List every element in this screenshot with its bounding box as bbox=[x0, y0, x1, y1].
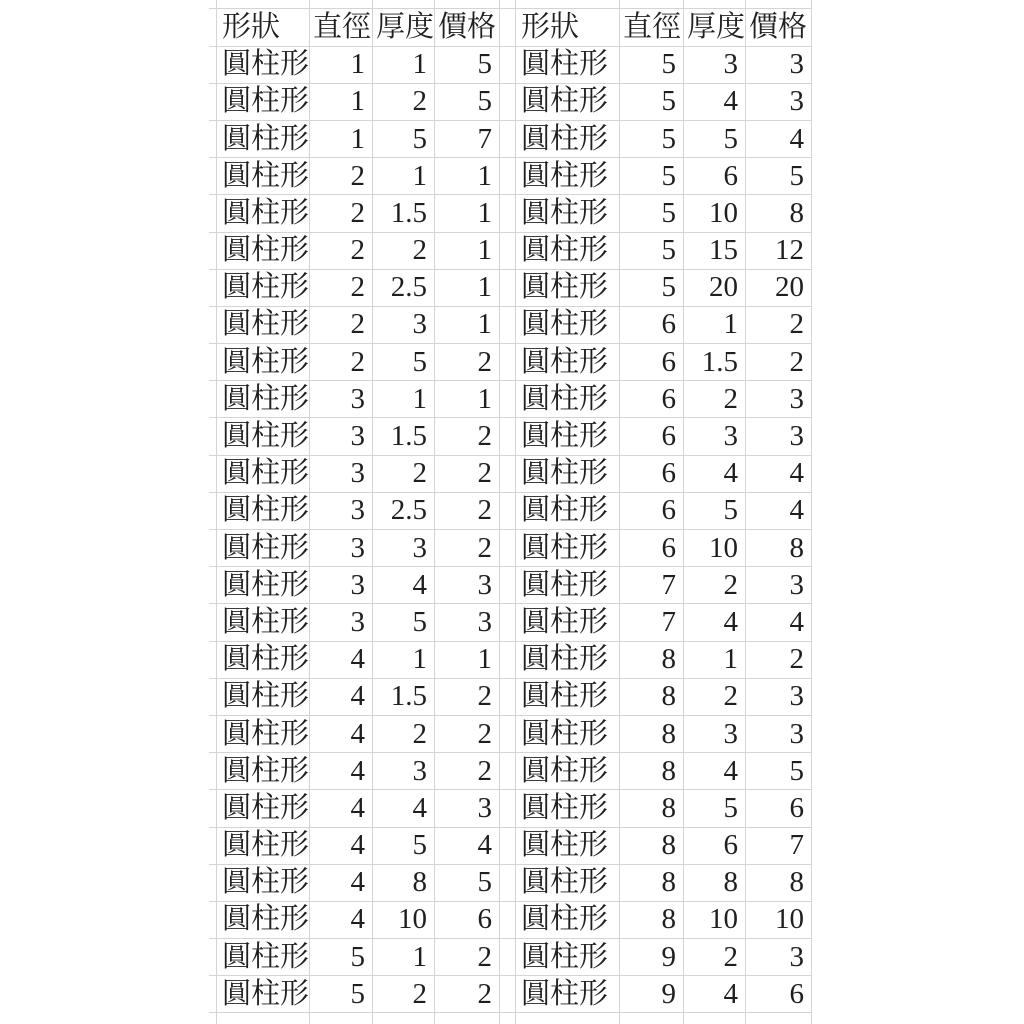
gridline-stub bbox=[209, 865, 217, 902]
cell-shape[interactable]: 圓柱形 bbox=[516, 233, 620, 270]
cell-shape[interactable]: 圓柱形 bbox=[516, 753, 620, 790]
cell-shape[interactable]: 圓柱形 bbox=[516, 158, 620, 195]
gridline-stub bbox=[209, 418, 217, 455]
spacer-cell bbox=[500, 344, 516, 381]
gridline-stub bbox=[209, 828, 217, 865]
cell-price[interactable]: 2 bbox=[435, 976, 500, 1013]
cell-price[interactable]: 2 bbox=[435, 493, 500, 530]
partial-row-cell bbox=[435, 0, 500, 9]
partial-row-cell bbox=[217, 0, 310, 9]
cell-shape[interactable]: 圓柱形 bbox=[217, 195, 310, 232]
cell-shape[interactable]: 圓柱形 bbox=[217, 47, 310, 84]
cell-diameter[interactable]: 1 bbox=[310, 121, 373, 158]
cell-diameter[interactable]: 6 bbox=[620, 493, 684, 530]
cell-price[interactable]: 1 bbox=[435, 642, 500, 679]
cell-diameter[interactable]: 9 bbox=[620, 976, 684, 1013]
cell-diameter[interactable]: 4 bbox=[310, 790, 373, 827]
cell-shape[interactable]: 圓柱形 bbox=[516, 270, 620, 307]
cell-shape[interactable]: 圓柱形 bbox=[217, 456, 310, 493]
cell-thickness[interactable]: 3 bbox=[684, 418, 746, 455]
cell-diameter[interactable]: 8 bbox=[620, 902, 684, 939]
header-cell-diameter[interactable]: 直徑 bbox=[310, 9, 373, 46]
gridline-stub bbox=[209, 493, 217, 530]
gridline-stub bbox=[209, 753, 217, 790]
cell-thickness[interactable]: 4 bbox=[373, 567, 435, 604]
gridline-stub bbox=[209, 790, 217, 827]
cell-price[interactable]: 10 bbox=[746, 902, 812, 939]
cell-price[interactable]: 2 bbox=[435, 753, 500, 790]
gridline-stub bbox=[209, 195, 217, 232]
cell-thickness[interactable]: 2 bbox=[684, 567, 746, 604]
cell-price[interactable]: 3 bbox=[746, 47, 812, 84]
cell-diameter[interactable]: 8 bbox=[620, 828, 684, 865]
cell-price[interactable]: 2 bbox=[435, 418, 500, 455]
cell-thickness[interactable]: 10 bbox=[684, 195, 746, 232]
cell-shape[interactable]: 圓柱形 bbox=[516, 865, 620, 902]
gridline-stub bbox=[209, 307, 217, 344]
cell-shape[interactable]: 圓柱形 bbox=[217, 307, 310, 344]
cell-thickness[interactable]: 4 bbox=[684, 456, 746, 493]
spacer-cell bbox=[500, 307, 516, 344]
spacer-cell bbox=[500, 642, 516, 679]
cell-price[interactable]: 2 bbox=[435, 344, 500, 381]
cell-shape[interactable]: 圓柱形 bbox=[516, 642, 620, 679]
cell-thickness[interactable]: 2 bbox=[373, 84, 435, 121]
cell-diameter[interactable]: 2 bbox=[310, 195, 373, 232]
cell-shape[interactable]: 圓柱形 bbox=[516, 790, 620, 827]
gridline-stub bbox=[209, 9, 217, 46]
cell-shape[interactable]: 圓柱形 bbox=[516, 902, 620, 939]
gridline-stub bbox=[209, 976, 217, 1013]
cell-price[interactable]: 5 bbox=[746, 753, 812, 790]
cell-thickness[interactable]: 3 bbox=[373, 530, 435, 567]
gridline-stub bbox=[209, 604, 217, 641]
cell-price[interactable]: 5 bbox=[746, 158, 812, 195]
cell-price[interactable]: 12 bbox=[746, 233, 812, 270]
spacer-cell bbox=[500, 679, 516, 716]
cell-thickness[interactable]: 8 bbox=[684, 865, 746, 902]
cell-shape[interactable]: 圓柱形 bbox=[217, 381, 310, 418]
cell-shape[interactable]: 圓柱形 bbox=[217, 121, 310, 158]
header-cell-diameter[interactable]: 直徑 bbox=[620, 9, 684, 46]
cell-diameter[interactable]: 4 bbox=[310, 753, 373, 790]
cell-thickness[interactable]: 1.5 bbox=[373, 418, 435, 455]
spacer-cell bbox=[500, 47, 516, 84]
cell-diameter[interactable]: 8 bbox=[620, 679, 684, 716]
cell-shape[interactable]: 圓柱形 bbox=[217, 604, 310, 641]
gridline-stub bbox=[209, 233, 217, 270]
cell-thickness[interactable]: 3 bbox=[373, 307, 435, 344]
cell-diameter[interactable]: 4 bbox=[310, 716, 373, 753]
cell-diameter[interactable]: 5 bbox=[620, 121, 684, 158]
cell-diameter[interactable]: 3 bbox=[310, 381, 373, 418]
cell-shape[interactable]: 圓柱形 bbox=[217, 233, 310, 270]
spacer-cell bbox=[500, 456, 516, 493]
gridline-stub bbox=[209, 1013, 217, 1024]
partial-row-cell bbox=[500, 0, 516, 9]
cell-shape[interactable]: 圓柱形 bbox=[516, 976, 620, 1013]
header-cell-thickness[interactable]: 厚度 bbox=[684, 9, 746, 46]
gridline-stub bbox=[209, 567, 217, 604]
cell-diameter[interactable]: 8 bbox=[620, 865, 684, 902]
gridline-stub bbox=[209, 456, 217, 493]
cell-thickness[interactable]: 2.5 bbox=[373, 493, 435, 530]
cell-price[interactable]: 2 bbox=[435, 679, 500, 716]
cell-price[interactable]: 1 bbox=[435, 158, 500, 195]
spacer-cell bbox=[500, 828, 516, 865]
cell-thickness[interactable]: 10 bbox=[684, 530, 746, 567]
cell-thickness[interactable]: 20 bbox=[684, 270, 746, 307]
cell-diameter[interactable]: 2 bbox=[310, 344, 373, 381]
cell-thickness[interactable]: 2.5 bbox=[373, 270, 435, 307]
cell-price[interactable]: 2 bbox=[435, 716, 500, 753]
cell-shape[interactable]: 圓柱形 bbox=[217, 418, 310, 455]
cell-diameter[interactable]: 8 bbox=[620, 790, 684, 827]
cell-diameter[interactable]: 1 bbox=[310, 84, 373, 121]
header-cell-thickness[interactable]: 厚度 bbox=[373, 9, 435, 46]
partial-row-cell bbox=[620, 0, 684, 9]
cell-shape[interactable]: 圓柱形 bbox=[217, 84, 310, 121]
cell-price[interactable]: 8 bbox=[746, 530, 812, 567]
cell-shape[interactable]: 圓柱形 bbox=[217, 344, 310, 381]
spacer-cell bbox=[500, 604, 516, 641]
partial-row-cell bbox=[684, 1013, 746, 1024]
cell-price[interactable]: 1 bbox=[435, 233, 500, 270]
cell-price[interactable]: 3 bbox=[746, 679, 812, 716]
cell-shape[interactable]: 圓柱形 bbox=[516, 530, 620, 567]
cell-thickness[interactable]: 2 bbox=[684, 939, 746, 976]
cell-diameter[interactable]: 6 bbox=[620, 456, 684, 493]
cell-price[interactable]: 3 bbox=[435, 567, 500, 604]
cell-price[interactable]: 6 bbox=[746, 790, 812, 827]
spacer-cell bbox=[500, 716, 516, 753]
spacer-cell bbox=[500, 233, 516, 270]
cell-diameter[interactable]: 3 bbox=[310, 567, 373, 604]
cell-price[interactable]: 8 bbox=[746, 195, 812, 232]
cell-thickness[interactable]: 2 bbox=[684, 381, 746, 418]
cell-thickness[interactable]: 4 bbox=[684, 84, 746, 121]
spacer-cell bbox=[500, 865, 516, 902]
cell-diameter[interactable]: 3 bbox=[310, 493, 373, 530]
cell-thickness[interactable]: 3 bbox=[684, 47, 746, 84]
partial-row-cell bbox=[500, 1013, 516, 1024]
partial-row-cell bbox=[373, 0, 435, 9]
gridline-stub bbox=[209, 642, 217, 679]
cell-shape[interactable]: 圓柱形 bbox=[217, 976, 310, 1013]
spacer-cell bbox=[500, 790, 516, 827]
cell-shape[interactable]: 圓柱形 bbox=[217, 567, 310, 604]
cell-diameter[interactable]: 2 bbox=[310, 307, 373, 344]
spacer-cell bbox=[500, 902, 516, 939]
gridline-stub bbox=[209, 270, 217, 307]
cell-price[interactable]: 3 bbox=[435, 604, 500, 641]
spacer-cell bbox=[500, 530, 516, 567]
gridline-stub bbox=[209, 530, 217, 567]
spacer-cell bbox=[500, 195, 516, 232]
cell-price[interactable]: 2 bbox=[435, 456, 500, 493]
partial-row-cell bbox=[620, 1013, 684, 1024]
cell-price[interactable]: 3 bbox=[746, 84, 812, 121]
cell-shape[interactable]: 圓柱形 bbox=[516, 121, 620, 158]
cell-thickness[interactable]: 2 bbox=[373, 976, 435, 1013]
header-cell-price[interactable]: 價格 bbox=[746, 9, 812, 46]
cell-price[interactable]: 2 bbox=[746, 642, 812, 679]
cell-diameter[interactable]: 6 bbox=[620, 307, 684, 344]
cell-price[interactable]: 6 bbox=[746, 976, 812, 1013]
cell-thickness[interactable]: 1 bbox=[373, 158, 435, 195]
cell-price[interactable]: 5 bbox=[435, 84, 500, 121]
cell-thickness[interactable]: 1.5 bbox=[373, 679, 435, 716]
gridline-stub bbox=[209, 902, 217, 939]
cell-thickness[interactable]: 10 bbox=[373, 902, 435, 939]
gridline-stub bbox=[209, 679, 217, 716]
cell-shape[interactable]: 圓柱形 bbox=[217, 790, 310, 827]
cell-shape[interactable]: 圓柱形 bbox=[516, 195, 620, 232]
cell-thickness[interactable]: 8 bbox=[373, 865, 435, 902]
cell-thickness[interactable]: 6 bbox=[684, 158, 746, 195]
cell-thickness[interactable]: 4 bbox=[684, 604, 746, 641]
cell-thickness[interactable]: 1 bbox=[373, 381, 435, 418]
cell-shape[interactable]: 圓柱形 bbox=[516, 418, 620, 455]
partial-row-cell bbox=[684, 0, 746, 9]
cell-diameter[interactable]: 7 bbox=[620, 604, 684, 641]
cell-diameter[interactable]: 5 bbox=[310, 976, 373, 1013]
cell-diameter[interactable]: 5 bbox=[310, 939, 373, 976]
cell-price[interactable]: 3 bbox=[746, 939, 812, 976]
cell-price[interactable]: 3 bbox=[746, 716, 812, 753]
cell-shape[interactable]: 圓柱形 bbox=[516, 679, 620, 716]
gridline-stub bbox=[209, 0, 217, 9]
cell-diameter[interactable]: 9 bbox=[620, 939, 684, 976]
cell-price[interactable]: 4 bbox=[746, 604, 812, 641]
cell-price[interactable]: 1 bbox=[435, 307, 500, 344]
cell-price[interactable]: 5 bbox=[435, 47, 500, 84]
cell-price[interactable]: 3 bbox=[746, 418, 812, 455]
cell-diameter[interactable]: 5 bbox=[620, 47, 684, 84]
cell-diameter[interactable]: 5 bbox=[620, 195, 684, 232]
cell-shape[interactable]: 圓柱形 bbox=[516, 47, 620, 84]
cell-shape[interactable]: 圓柱形 bbox=[516, 381, 620, 418]
cell-price[interactable]: 3 bbox=[746, 381, 812, 418]
spacer-cell bbox=[500, 976, 516, 1013]
cell-thickness[interactable]: 2 bbox=[373, 716, 435, 753]
cell-thickness[interactable]: 5 bbox=[373, 828, 435, 865]
cell-diameter[interactable]: 5 bbox=[620, 158, 684, 195]
cell-price[interactable]: 20 bbox=[746, 270, 812, 307]
partial-row-cell bbox=[310, 0, 373, 9]
cell-diameter[interactable]: 5 bbox=[620, 270, 684, 307]
gridline-stub bbox=[209, 84, 217, 121]
gridline-stub bbox=[209, 344, 217, 381]
cell-thickness[interactable]: 6 bbox=[684, 828, 746, 865]
spacer-cell bbox=[500, 753, 516, 790]
cell-diameter[interactable]: 5 bbox=[620, 233, 684, 270]
cell-thickness[interactable]: 4 bbox=[373, 790, 435, 827]
cell-diameter[interactable]: 7 bbox=[620, 567, 684, 604]
cell-thickness[interactable]: 5 bbox=[684, 790, 746, 827]
cell-diameter[interactable]: 2 bbox=[310, 233, 373, 270]
partial-row-cell bbox=[373, 1013, 435, 1024]
cell-diameter[interactable]: 3 bbox=[310, 418, 373, 455]
cell-price[interactable]: 1 bbox=[435, 270, 500, 307]
spacer-cell bbox=[500, 121, 516, 158]
cell-diameter[interactable]: 4 bbox=[310, 828, 373, 865]
cell-thickness[interactable]: 1 bbox=[373, 642, 435, 679]
spacer-cell bbox=[500, 84, 516, 121]
cell-diameter[interactable]: 6 bbox=[620, 418, 684, 455]
cell-diameter[interactable]: 4 bbox=[310, 679, 373, 716]
cell-diameter[interactable]: 3 bbox=[310, 456, 373, 493]
spacer-cell bbox=[500, 418, 516, 455]
cell-thickness[interactable]: 1.5 bbox=[684, 344, 746, 381]
cell-shape[interactable]: 圓柱形 bbox=[217, 530, 310, 567]
cell-thickness[interactable]: 3 bbox=[373, 753, 435, 790]
spacer-cell bbox=[500, 158, 516, 195]
spacer-cell bbox=[500, 381, 516, 418]
cell-thickness[interactable]: 1 bbox=[373, 47, 435, 84]
cell-thickness[interactable]: 5 bbox=[373, 344, 435, 381]
cell-diameter[interactable]: 5 bbox=[620, 84, 684, 121]
cell-thickness[interactable]: 4 bbox=[684, 753, 746, 790]
cell-price[interactable]: 4 bbox=[746, 121, 812, 158]
partial-row-cell bbox=[435, 1013, 500, 1024]
cell-shape[interactable]: 圓柱形 bbox=[516, 456, 620, 493]
partial-row-cell bbox=[746, 1013, 812, 1024]
cell-thickness[interactable]: 1.5 bbox=[373, 195, 435, 232]
cell-diameter[interactable]: 4 bbox=[310, 902, 373, 939]
cell-diameter[interactable]: 8 bbox=[620, 753, 684, 790]
cell-price[interactable]: 2 bbox=[746, 344, 812, 381]
cell-shape[interactable]: 圓柱形 bbox=[217, 828, 310, 865]
cell-thickness[interactable]: 3 bbox=[684, 716, 746, 753]
cell-diameter[interactable]: 2 bbox=[310, 270, 373, 307]
spreadsheet bbox=[209, 0, 813, 1024]
cell-diameter[interactable]: 6 bbox=[620, 381, 684, 418]
cell-price[interactable]: 4 bbox=[435, 828, 500, 865]
header-cell-price[interactable]: 價格 bbox=[435, 9, 500, 46]
cell-price[interactable]: 7 bbox=[746, 828, 812, 865]
cell-diameter[interactable]: 8 bbox=[620, 642, 684, 679]
cell-diameter[interactable]: 6 bbox=[620, 530, 684, 567]
cell-thickness[interactable]: 5 bbox=[684, 493, 746, 530]
cell-shape[interactable]: 圓柱形 bbox=[516, 493, 620, 530]
cell-price[interactable]: 5 bbox=[435, 865, 500, 902]
header-cell-shape[interactable]: 形狀 bbox=[516, 9, 620, 46]
cell-thickness[interactable]: 1 bbox=[684, 642, 746, 679]
spacer-cell bbox=[500, 567, 516, 604]
cell-thickness[interactable]: 4 bbox=[684, 976, 746, 1013]
partial-row-cell bbox=[516, 0, 620, 9]
gridline-stub bbox=[209, 939, 217, 976]
cell-shape[interactable]: 圓柱形 bbox=[516, 344, 620, 381]
cell-price[interactable]: 1 bbox=[435, 381, 500, 418]
cell-thickness[interactable]: 2 bbox=[373, 456, 435, 493]
cell-shape[interactable]: 圓柱形 bbox=[516, 307, 620, 344]
cell-shape[interactable]: 圓柱形 bbox=[516, 828, 620, 865]
cell-price[interactable]: 3 bbox=[746, 567, 812, 604]
cell-thickness[interactable]: 5 bbox=[684, 121, 746, 158]
spacer-cell bbox=[500, 493, 516, 530]
cell-thickness[interactable]: 10 bbox=[684, 902, 746, 939]
cell-thickness[interactable]: 1 bbox=[684, 307, 746, 344]
cell-thickness[interactable]: 5 bbox=[373, 604, 435, 641]
cell-price[interactable]: 2 bbox=[746, 307, 812, 344]
gridline-stub bbox=[209, 381, 217, 418]
cell-price[interactable]: 7 bbox=[435, 121, 500, 158]
cell-price[interactable]: 6 bbox=[435, 902, 500, 939]
gridline-stub bbox=[209, 158, 217, 195]
cell-price[interactable]: 4 bbox=[746, 456, 812, 493]
cell-diameter[interactable]: 6 bbox=[620, 344, 684, 381]
cell-shape[interactable]: 圓柱形 bbox=[217, 270, 310, 307]
cell-shape[interactable]: 圓柱形 bbox=[217, 902, 310, 939]
cell-thickness[interactable]: 2 bbox=[684, 679, 746, 716]
cell-thickness[interactable]: 1 bbox=[373, 939, 435, 976]
cell-diameter[interactable]: 3 bbox=[310, 530, 373, 567]
cell-price[interactable]: 3 bbox=[435, 790, 500, 827]
spacer-cell bbox=[500, 939, 516, 976]
cell-thickness[interactable]: 15 bbox=[684, 233, 746, 270]
cell-diameter[interactable]: 1 bbox=[310, 47, 373, 84]
cell-diameter[interactable]: 8 bbox=[620, 716, 684, 753]
cell-shape[interactable]: 圓柱形 bbox=[217, 865, 310, 902]
cell-price[interactable]: 8 bbox=[746, 865, 812, 902]
cell-shape[interactable]: 圓柱形 bbox=[516, 604, 620, 641]
cell-shape[interactable]: 圓柱形 bbox=[217, 642, 310, 679]
cell-thickness[interactable]: 5 bbox=[373, 121, 435, 158]
cell-shape[interactable]: 圓柱形 bbox=[516, 939, 620, 976]
gridline-stub bbox=[209, 121, 217, 158]
cell-shape[interactable]: 圓柱形 bbox=[217, 493, 310, 530]
cell-diameter[interactable]: 2 bbox=[310, 158, 373, 195]
cell-diameter[interactable]: 4 bbox=[310, 642, 373, 679]
cell-shape[interactable]: 圓柱形 bbox=[217, 679, 310, 716]
spacer-cell bbox=[500, 9, 516, 46]
cell-shape[interactable]: 圓柱形 bbox=[217, 158, 310, 195]
partial-row-cell bbox=[310, 1013, 373, 1024]
cell-shape[interactable]: 圓柱形 bbox=[217, 716, 310, 753]
cell-price[interactable]: 1 bbox=[435, 195, 500, 232]
cell-shape[interactable]: 圓柱形 bbox=[516, 84, 620, 121]
cell-shape[interactable]: 圓柱形 bbox=[217, 939, 310, 976]
cell-price[interactable]: 4 bbox=[746, 493, 812, 530]
cell-shape[interactable]: 圓柱形 bbox=[516, 567, 620, 604]
gridline-stub bbox=[209, 716, 217, 753]
cell-price[interactable]: 2 bbox=[435, 939, 500, 976]
cell-diameter[interactable]: 4 bbox=[310, 865, 373, 902]
partial-row-cell bbox=[217, 1013, 310, 1024]
header-cell-shape[interactable]: 形狀 bbox=[217, 9, 310, 46]
cell-shape[interactable]: 圓柱形 bbox=[217, 753, 310, 790]
partial-row-cell bbox=[516, 1013, 620, 1024]
cell-shape[interactable]: 圓柱形 bbox=[516, 716, 620, 753]
cell-price[interactable]: 2 bbox=[435, 530, 500, 567]
cell-thickness[interactable]: 2 bbox=[373, 233, 435, 270]
gridline-stub bbox=[209, 47, 217, 84]
spacer-cell bbox=[500, 270, 516, 307]
partial-row-cell bbox=[746, 0, 812, 9]
cell-diameter[interactable]: 3 bbox=[310, 604, 373, 641]
